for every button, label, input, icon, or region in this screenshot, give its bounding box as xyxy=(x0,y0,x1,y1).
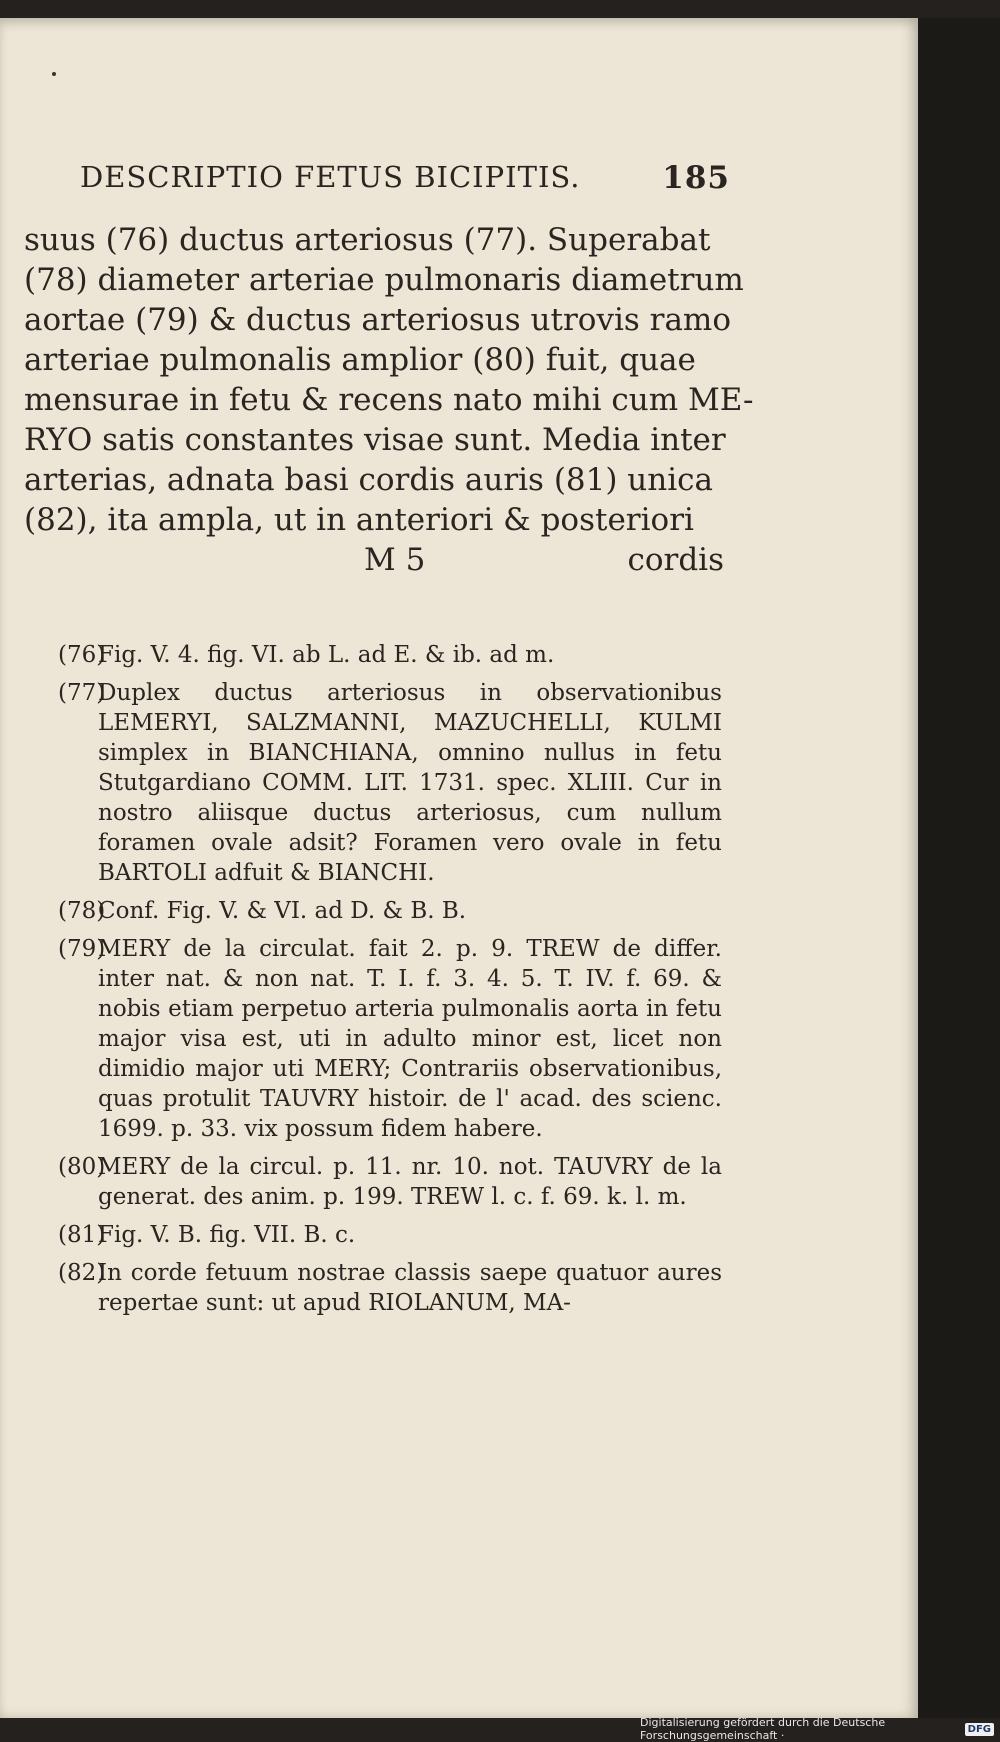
footnote-text: MERY de la circul. p. 11. nr. 10. not. TAUVRY de la generat. des anim. p. 199. TREW l. c. f. 69. k. l. m. xyxy=(98,1154,722,1210)
catchword: cordis xyxy=(627,542,724,578)
footnote-number: (76) xyxy=(58,642,106,668)
text-line: (78) diameter arteriae pulmonaris diametrum xyxy=(24,262,744,298)
footnotes xyxy=(58,640,722,1326)
footnote-number: (80) xyxy=(58,1154,106,1180)
footnote-text: Duplex ductus arteriosus in observationibus LEMERYI, SALZMANNI, MAZUCHELLI, KULMI simplex in BIANCHIANA, omnino nullus in fetu Stutgardiano COMM. LIT. 1731. spec. XLIII. Cur in nostro aliisque ductus arteriosus, cum nullum foramen ovale adsit? Foramen vero ovale in fetu BARTOLI adfuit & BIANCHI. xyxy=(98,680,722,886)
footnote-text: Fig. V. 4. fig. VI. ab L. ad E. & ib. ad m. xyxy=(98,642,555,668)
footnote xyxy=(58,1220,722,1250)
scan-background xyxy=(918,18,1000,1718)
footnote xyxy=(58,640,722,670)
footnote xyxy=(58,896,722,926)
dfg-logo-icon: DFG xyxy=(965,1723,994,1736)
footnote-text: Fig. V. B. fig. VII. B. c. xyxy=(98,1222,356,1248)
text-line: arteriae pulmonalis amplior (80) fuit, quae xyxy=(24,342,696,378)
footnote xyxy=(58,934,722,1144)
footnote-number: (78) xyxy=(58,898,106,924)
signature-mark: M 5 xyxy=(364,542,426,578)
footnote-text: In corde fetuum nostrae classis saepe quatuor aures repertae sunt: ut apud RIOLANUM, MA- xyxy=(98,1260,722,1316)
text-line: arterias, adnata basi cordis auris (81) unica xyxy=(24,462,713,498)
running-header xyxy=(80,160,730,196)
signature-line xyxy=(24,540,724,580)
footnote xyxy=(58,1152,722,1212)
footnote xyxy=(58,1258,722,1318)
ink-speck xyxy=(52,72,56,76)
footnote-number: (81) xyxy=(58,1222,106,1248)
text-line: (82), ita ampla, ut in anteriori & posteriori xyxy=(24,502,694,538)
running-title: DESCRIPTIO FETUS BICIPITIS. xyxy=(80,160,581,194)
digitization-footer xyxy=(640,1716,1000,1742)
footnote-number: (82) xyxy=(58,1260,106,1286)
text-line: suus (76) ductus arteriosus (77). Superabat xyxy=(24,222,711,258)
footnote-number: (77) xyxy=(58,680,106,706)
text-line: aortae (79) & ductus arteriosus utrovis ramo xyxy=(24,302,731,338)
main-text xyxy=(24,220,754,580)
page-number: 185 xyxy=(662,160,730,196)
text-line: mensurae in fetu & recens nato mihi cum ME- xyxy=(24,382,754,418)
footnote xyxy=(58,678,722,888)
footnote-number: (79) xyxy=(58,936,106,962)
footer-credit: Digitalisierung gefördert durch die Deutsche Forschungsgemeinschaft · xyxy=(640,1716,886,1742)
footnote-text: MERY de la circulat. fait 2. p. 9. TREW de differ. inter nat. & non nat. T. I. f. 3. 4. 5. T. IV. f. 69. & nobis etiam perpetuo arteria pulmonalis aorta in fetu major visa est, uti in adulto minor est, licet non dimidio major uti MERY; Contrariis observationibus, quas protulit TAUVRY histoir. de l' acad. des scienc. 1699. p. 33. vix possum fidem habere. xyxy=(98,936,722,1142)
text-line: RYO satis constantes visae sunt. Media inter xyxy=(24,422,726,458)
footnote-text: Conf. Fig. V. & VI. ad D. & B. B. xyxy=(98,898,467,924)
